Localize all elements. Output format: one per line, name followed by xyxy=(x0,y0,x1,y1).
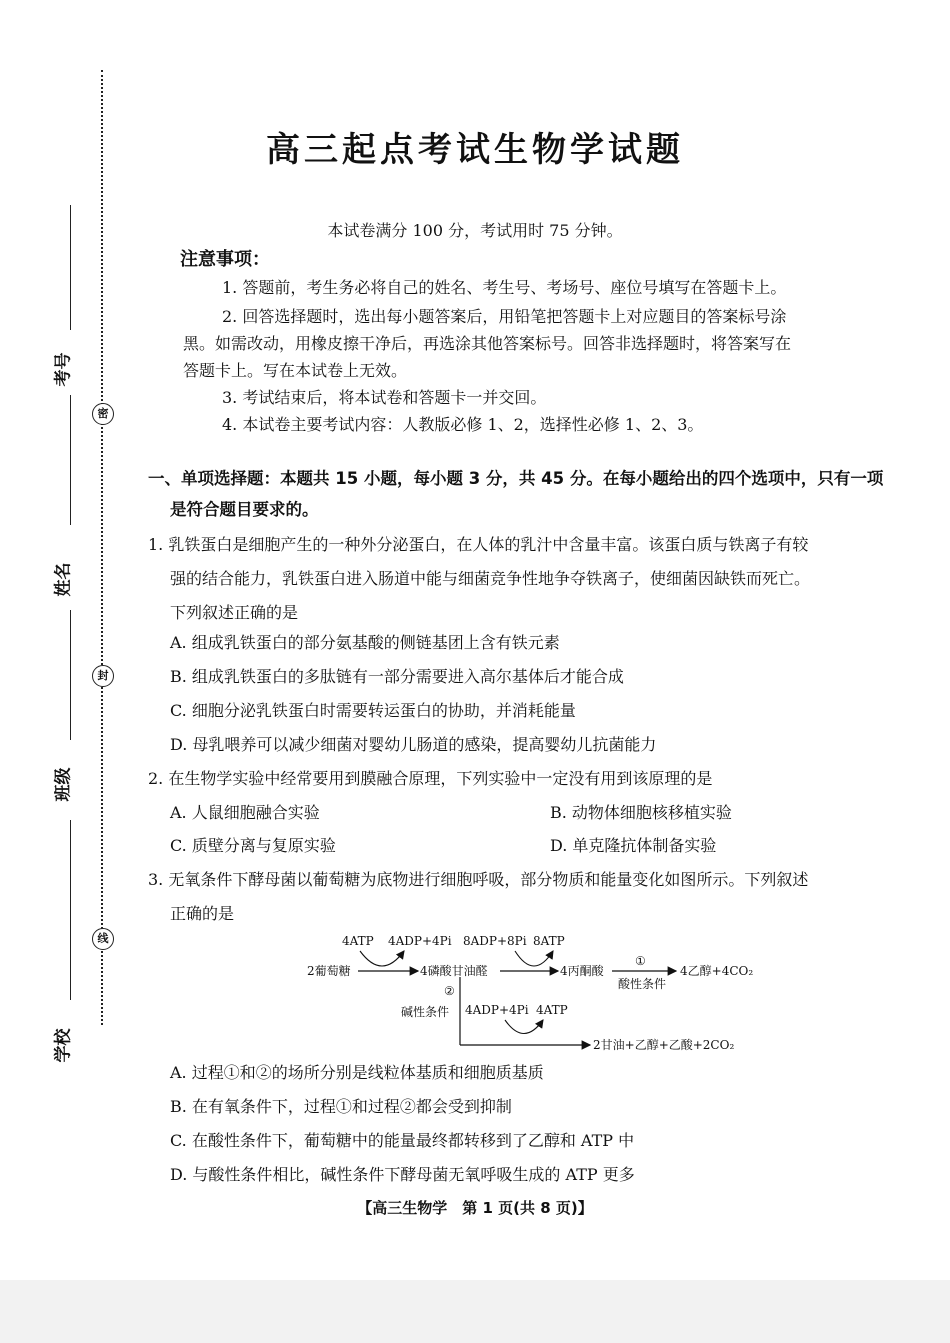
label-glucose: 2葡萄糖 xyxy=(307,964,351,978)
binding-dotted-line xyxy=(101,70,103,1025)
label-8adp-8pi: 8ADP+8Pi xyxy=(463,934,527,948)
label-4atp-2: 4ATP xyxy=(536,1003,568,1017)
q3-option-c: C. 在酸性条件下，葡萄糖中的能量最终都转移到了乙醇和 ATP 中 xyxy=(170,1131,635,1150)
label-ethanol-output: 4乙醇+4CO₂ xyxy=(680,964,754,978)
q3-option-a: A. 过程①和②的场所分别是线粒体基质和细胞质基质 xyxy=(170,1063,544,1082)
q3-stem: 3. 无氧条件下酵母菌以葡萄糖为底物进行细胞呼吸，部分物质和能量变化如图所示。下列叙述 xyxy=(148,870,809,889)
label-pyruvate: 4丙酮酸 xyxy=(560,964,604,978)
q3-option-b: B. 在有氧条件下，过程①和过程②都会受到抑制 xyxy=(170,1097,512,1116)
name-line xyxy=(70,395,71,525)
scan-bottom-band xyxy=(0,1280,950,1343)
q3-stem: 正确的是 xyxy=(170,904,235,923)
exam-number-label: 考号 xyxy=(53,352,74,387)
label-4atp: 4ATP xyxy=(342,934,374,948)
notice-item: 黑。如需改动，用橡皮擦干净后，再选涂其他答案标号。回答非选择题时，将答案写在 xyxy=(183,334,792,353)
q1-option-c: C. 细胞分泌乳铁蛋白时需要转运蛋白的协助，并消耗能量 xyxy=(170,701,576,720)
notice-item: 答题卡上。写在本试卷上无效。 xyxy=(183,361,408,380)
arrow-atp-coupling-2 xyxy=(515,951,553,966)
label-alkaline-condition: 碱性条件 xyxy=(401,1005,450,1019)
page-footer: 【高三生物学 第 1 页(共 8 页)】 xyxy=(357,1199,593,1217)
label-acid-condition: 酸性条件 xyxy=(618,977,667,991)
q2-stem: 2. 在生物学实验中经常要用到膜融合原理，下列实验中一定没有用到该原理的是 xyxy=(148,769,713,788)
school-label: 学校 xyxy=(53,1028,74,1063)
label-alt-output: 2甘油+乙醇+乙酸+2CO₂ xyxy=(593,1038,735,1052)
q1-stem: 1. 乳铁蛋白是细胞产生的一种外分泌蛋白，在人体的乳汁中含量丰富。该蛋白质与铁离子有较 xyxy=(148,535,809,554)
q2-option-a: A. 人鼠细胞融合实验 xyxy=(170,803,320,822)
notice-item: 4. 本试卷主要考试内容：人教版必修 1、2，选择性必修 1、2、3。 xyxy=(222,415,704,434)
notice-item: 1. 答题前，考生务必将自己的姓名、考生号、考场号、座位号填写在答题卡上。 xyxy=(222,278,787,297)
notice-item: 3. 考试结束后，将本试卷和答题卡一并交回。 xyxy=(222,388,547,407)
q1-option-a: A. 组成乳铁蛋白的部分氨基酸的侧链基团上含有铁元素 xyxy=(170,633,560,652)
q2-option-c: C. 质壁分离与复原实验 xyxy=(170,836,336,855)
q1-stem: 下列叙述正确的是 xyxy=(170,603,299,622)
q2-option-d: D. 单克隆抗体制备实验 xyxy=(550,836,717,855)
notice-item: 2. 回答选择题时，选出每小题答案后，用铅笔把答题卡上对应题目的答案标号涂 xyxy=(222,307,787,326)
name-label: 姓名 xyxy=(53,562,74,597)
seal-mark-feng: 封 xyxy=(92,665,114,687)
q1-stem: 强的结合能力，乳铁蛋白进入肠道中能与细菌竞争性地争夺铁离子，使细菌因缺铁而死亡。 xyxy=(170,569,811,588)
label-gap: 4磷酸甘油醛 xyxy=(420,964,488,978)
school-line xyxy=(70,820,71,1000)
label-4adp-4pi-2: 4ADP+4Pi xyxy=(465,1003,529,1017)
q1-option-b: B. 组成乳铁蛋白的多肽链有一部分需要进入高尔基体后才能合成 xyxy=(170,667,624,686)
class-line xyxy=(70,610,71,740)
section-heading: 一、单项选择题：本题共 15 小题，每小题 3 分，共 45 分。在每小题给出的四个选项中，只有一项 xyxy=(148,469,884,488)
seal-mark-mi: 密 xyxy=(92,403,114,425)
label-4adp-4pi: 4ADP+4Pi xyxy=(388,934,452,948)
label-8atp: 8ATP xyxy=(533,934,565,948)
label-process2: ② xyxy=(444,984,455,998)
exam-title: 高三起点考试生物学试题 xyxy=(266,130,684,170)
arrow-atp-coupling-3 xyxy=(505,1020,543,1034)
class-label: 班级 xyxy=(53,767,74,802)
q1-option-d: D. 母乳喂养可以减少细菌对婴幼儿肠道的感染，提高婴幼儿抗菌能力 xyxy=(170,735,657,754)
q3-option-d: D. 与酸性条件相比，碱性条件下酵母菌无氧呼吸生成的 ATP 更多 xyxy=(170,1165,635,1184)
notice-heading: 注意事项： xyxy=(180,249,270,270)
arrow-atp-coupling-1 xyxy=(360,951,404,966)
section-heading-cont: 是符合题目要求的。 xyxy=(170,500,319,519)
respiration-diagram xyxy=(300,925,760,1060)
seal-mark-xian: 线 xyxy=(92,928,114,950)
exam-subtitle: 本试卷满分 100 分，考试用时 75 分钟。 xyxy=(327,221,623,240)
label-process1: ① xyxy=(635,954,646,968)
q2-option-b: B. 动物体细胞核移植实验 xyxy=(550,803,732,822)
